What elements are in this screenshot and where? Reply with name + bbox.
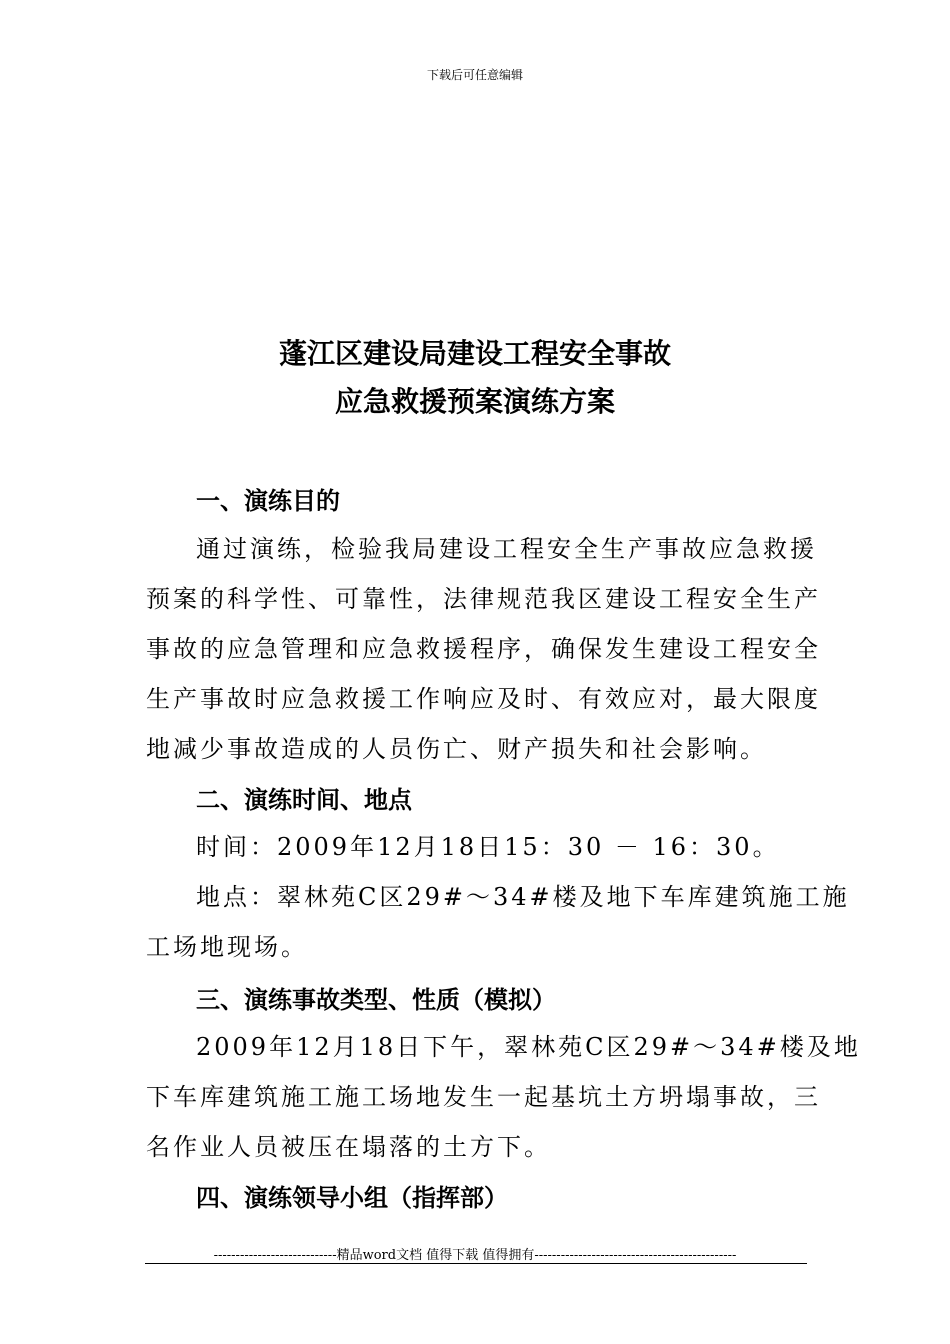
document-title-line-1: 蓬江区建设局建设工程安全事故 [278,337,671,370]
paragraph-line: 生产事故时应急救援工作响应及时、有效应对，最大限度 [146,685,821,713]
section-3-paragraph [146,1022,861,1172]
section-2-content [146,822,850,972]
drill-time: 时间：2009年12月18日15：30 － 16：30。 [196,833,780,861]
drill-place-line: 地点：翠林苑C区29#～34#楼及地下车库建筑施工施 [196,883,850,911]
page-footer: ----------------------------精品word文档 值得下载 值得拥有---------------------------------------------- [213,1248,737,1263]
paragraph-line: 地减少事故造成的人员伤亡、财产损失和社会影响。 [146,735,767,763]
section-3-heading: 三、演练事故类型、性质（模拟） [196,986,556,1014]
section-1-heading: 一、演练目的 [196,487,340,515]
section-2-heading: 二、演练时间、地点 [196,786,412,814]
drill-place-line: 工场地现场。 [146,933,308,961]
paragraph-line: 名作业人员被压在塌落的土方下。 [146,1133,551,1161]
paragraph-line: 下车库建筑施工施工场地发生一起基坑土方坍塌事故，三 [146,1083,821,1111]
paragraph-line: 通过演练，检验我局建设工程安全生产事故应急救援 [196,535,817,563]
document-title-line-2: 应急救援预案演练方案 [334,385,615,418]
footer-divider [145,1263,807,1264]
paragraph-line: 事故的应急管理和应急救援程序，确保发生建设工程安全 [146,635,821,663]
page-header: 下载后可任意编辑 [426,68,523,82]
section-1-paragraph [146,524,821,774]
paragraph-line: 2009年12月18日下午，翠林苑C区29#～34#楼及地 [196,1033,861,1061]
section-4-heading: 四、演练领导小组（指挥部） [196,1184,508,1212]
paragraph-line: 预案的科学性、可靠性，法律规范我区建设工程安全生产 [146,585,821,613]
